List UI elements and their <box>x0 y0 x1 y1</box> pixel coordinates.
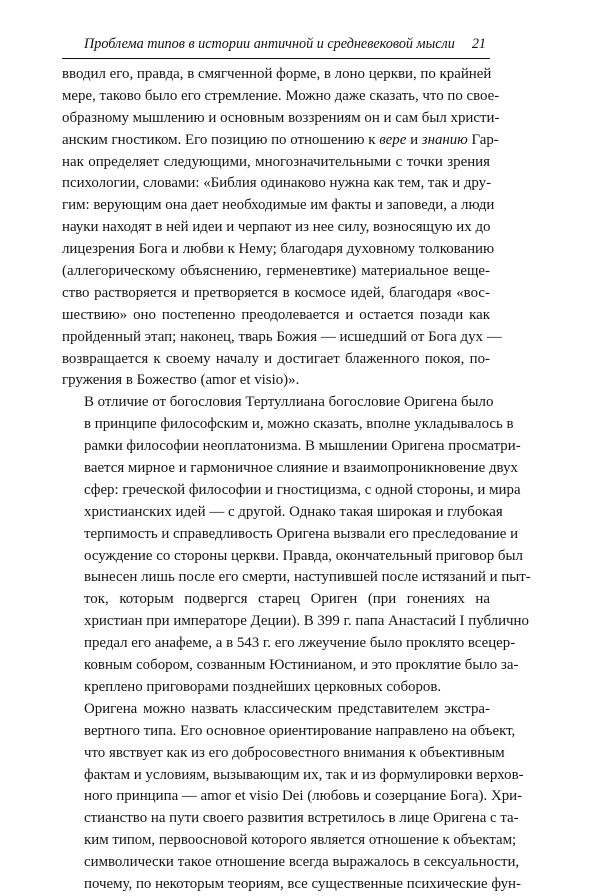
text-line: шествию» оно постепенно преодолевается и остается позади как <box>62 306 490 323</box>
text-line: ким типом, первоосновой которого является отношение к объектам; <box>84 832 517 849</box>
text-line: ток, которым подвергся старец Ориген (при гонениях на <box>84 591 490 608</box>
text-line: христиан при императоре Деции). В 399 г. папа Анастасий I публично <box>84 613 529 630</box>
text-line: возвращается к своему началу и достигает блаженного покоя, по- <box>62 350 490 367</box>
text-line: мере, таково было его стремление. Можно даже сказать, что по свое- <box>62 87 500 104</box>
text-line: Оригена можно назвать классическим представителем экстра- <box>84 700 490 717</box>
text-segment: и <box>406 131 422 148</box>
text-line: (аллегорическому объяснению, герменевтике) материальное веще- <box>62 263 490 280</box>
text-line: символически такое отношение всегда выражалось в сексуальности, <box>84 854 520 871</box>
text-line: лицезрения Бога и любви к Нему; благодаря духовному толкованию <box>62 241 495 258</box>
text-line: вводил его, правда, в смягченной форме, в лоно церкви, по крайней <box>62 66 492 82</box>
text-line: ство растворяется и претворяется в космосе идей, благодаря «вос- <box>62 284 490 301</box>
paragraph-1 <box>62 64 502 392</box>
text-line: рамки философии неоплатонизма. В мышлении Оригена просматри- <box>84 438 521 455</box>
text-line: фактам и условиям, вызывающим их, так и из формулировки верхов- <box>84 766 524 783</box>
text-line: гружения в Божество (amor et visio)». <box>62 372 300 389</box>
text-line: ковным собором, созванным Юстинианом, и это проклятие было за- <box>84 657 519 674</box>
text-line: вынесен лишь после его смерти, наступившей после истязаний и пыт- <box>84 569 531 586</box>
text-line: вается мирное и гармоничное слияние и взаимопроникновение двух <box>84 460 518 477</box>
text-line: предал его анафеме, а в 543 г. его лжеучение было проклято всецер- <box>84 635 516 652</box>
text-line: науки находят в ней идеи и черпают из нее силу, возносящую их до <box>62 219 491 236</box>
text-line: психологии, словами: «Библия одинаково нужна как тем, так и дру- <box>62 175 492 192</box>
text-segment: анским гностиком. Его позицию по отношению к <box>62 131 380 148</box>
text-line: пройденный этап; наконец, тварь Божия — исшедший от Бога дух — <box>62 328 502 345</box>
text-line: в принципе философским и, можно сказать, вполне укладывалось в <box>84 416 514 433</box>
paragraph-3 <box>62 699 524 896</box>
text-line: вертного типа. Его основное ориентирование направлено на объект, <box>84 722 516 739</box>
text-line: ного принципа — amor et visio Dei (любовь и созерцание Бога). Хри- <box>84 788 523 805</box>
text-line: нак определяет следующими, многозначительными с точки зрения <box>62 153 490 170</box>
text-line: христианских идей — с другой. Однако такая широкая и глубокая <box>84 503 503 520</box>
running-header <box>62 34 490 59</box>
text-line: осуждение со стороны церкви. Правда, окончательный приговор был <box>84 547 523 564</box>
emphasis: знанию <box>421 131 468 148</box>
text-line: почему, по некоторым теориям, все существенные психические фун- <box>84 875 521 892</box>
body-text <box>62 64 531 896</box>
text-line: сфер: греческой философии и гностицизма, с одной стороны, и мира <box>84 481 521 498</box>
running-title: Проблема типов в истории античной и средневековой мысли <box>84 36 455 52</box>
text-line: образному мышлению и основным воззрениям он и сам был христи- <box>62 109 500 126</box>
text-line: стианство на пути своего развития встретилось в лице Оригена с та- <box>84 810 519 827</box>
text-segment: Гар- <box>467 131 499 148</box>
text-line: креплено приговорами позднейших церковных соборов. <box>84 678 442 695</box>
text-line: гим: верующим она дает необходимые им факты и заповеди, а люди <box>62 197 495 214</box>
text-line: что явствует как из его добросовестного внимания к объективным <box>84 744 505 761</box>
text-line: терпимость и справедливость Оригена вызвали его преследование и <box>84 525 519 542</box>
paragraph-2 <box>62 392 531 698</box>
text-line <box>62 130 499 152</box>
page-number: 21 <box>471 36 486 52</box>
text-line: В отличие от богословия Тертуллиана богословие Оригена было <box>84 394 494 411</box>
emphasis: вере <box>379 131 407 148</box>
